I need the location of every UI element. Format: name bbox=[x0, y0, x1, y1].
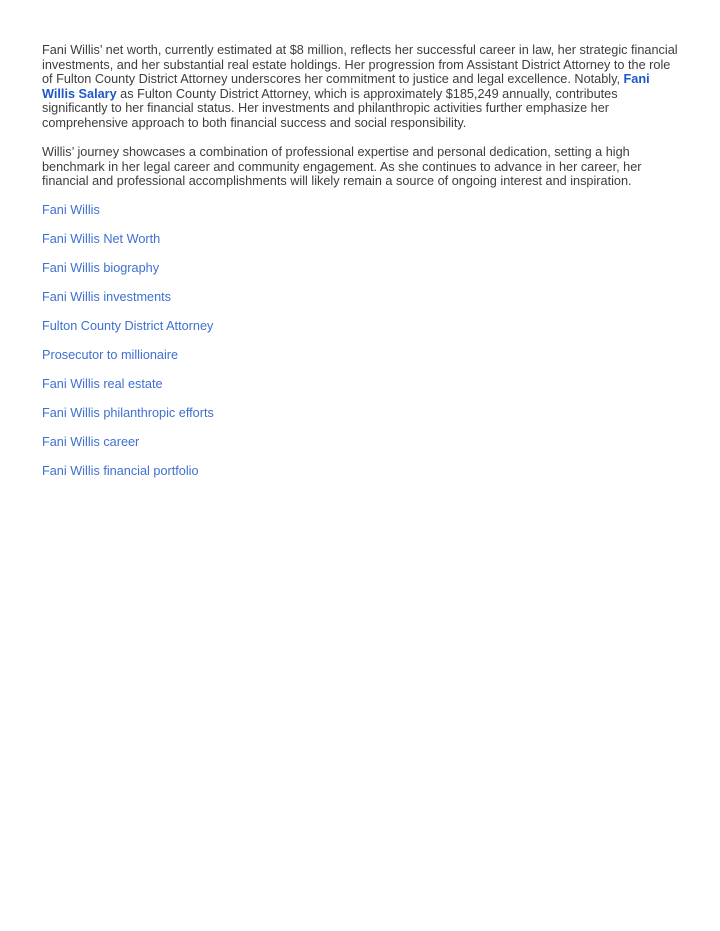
related-link-fani-willis[interactable]: Fani Willis bbox=[42, 203, 100, 218]
related-links-list bbox=[42, 203, 684, 478]
link-row bbox=[42, 435, 684, 450]
related-link-fani-willis-financial-portfolio[interactable]: Fani Willis financial portfolio bbox=[42, 463, 199, 478]
summary-paragraph: Willis’ journey showcases a combination of professional expertise and personal dedication, setting a high benchmark in her legal career and community engagement. As she continues to advance in her career, her financial and professional accomplishments will likely remain a source of ongoing interest and inspiration. bbox=[42, 144, 642, 189]
link-row bbox=[42, 377, 684, 392]
link-row bbox=[42, 464, 684, 479]
intro-text-after-link: as Fulton County District Attorney, which is approximately $185,249 annually, contributes significantly to her financial status. Her investments and philanthropic activities further emphasize her comprehensive approach to both financial success and social responsibility. bbox=[42, 86, 618, 130]
related-link-fani-willis-investments[interactable]: Fani Willis investments bbox=[42, 290, 172, 305]
link-row bbox=[42, 203, 684, 218]
link-row bbox=[42, 319, 684, 334]
link-row bbox=[42, 290, 684, 305]
link-row bbox=[42, 348, 684, 363]
related-link-fulton-county-district-attorney[interactable]: Fulton County District Attorney bbox=[42, 319, 214, 334]
link-row bbox=[42, 406, 684, 421]
intro-text-before-link: Fani Willis’ net worth, currently estimated at $8 million, reflects her successful career in law, her strategic financial investments, and her substantial real estate holdings. Her progression from Assistant District Attorney to the role of Fulton County District Attorney underscores her commitment to justice and legal excellence. Notably, bbox=[42, 43, 678, 87]
fani-willis-salary-link[interactable]: Fani Willis Salary bbox=[42, 72, 650, 101]
link-row bbox=[42, 232, 684, 247]
related-link-prosecutor-to-millionaire[interactable]: Prosecutor to millionaire bbox=[42, 348, 179, 363]
related-link-fani-willis-net-worth[interactable]: Fani Willis Net Worth bbox=[42, 232, 161, 247]
intro-paragraph bbox=[42, 43, 684, 131]
related-link-fani-willis-biography[interactable]: Fani Willis biography bbox=[42, 261, 160, 276]
related-link-fani-willis-career[interactable]: Fani Willis career bbox=[42, 435, 140, 449]
related-link-fani-willis-philanthropic-efforts[interactable]: Fani Willis philanthropic efforts bbox=[42, 406, 214, 421]
link-row bbox=[42, 261, 684, 276]
related-link-fani-willis-real-estate[interactable]: Fani Willis real estate bbox=[42, 377, 163, 392]
